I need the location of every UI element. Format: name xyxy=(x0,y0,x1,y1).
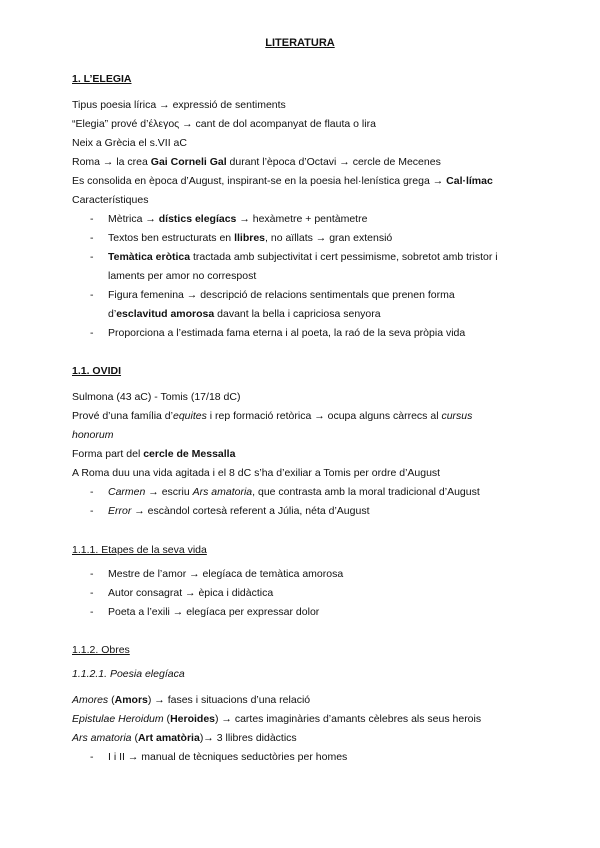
subsection-heading-obres: 1.1.2. Obres xyxy=(72,644,130,656)
bold-term: Heroides xyxy=(170,713,215,725)
list-dash: - xyxy=(90,251,94,263)
text-line-continuation: honorum xyxy=(72,429,114,441)
list-dash: - xyxy=(90,213,94,225)
text-line: Tipus poesia lírica → expressió de sentiments xyxy=(72,99,286,111)
text-run: → escàndol cortesà referent a Júlia, néta d’August xyxy=(131,505,370,517)
italic-term: Error xyxy=(108,505,132,517)
list-item xyxy=(108,250,498,264)
list-item: Mestre de l’amor → elegíaca de temàtica amorosa xyxy=(108,568,344,580)
text-run: ) → fases i situacions d’una relació xyxy=(147,694,311,706)
list-dash: - xyxy=(90,568,94,580)
list-dash: - xyxy=(90,505,94,517)
text-run: ( xyxy=(163,713,171,725)
bold-term: cercle de Messalla xyxy=(143,448,236,460)
text-line xyxy=(72,409,472,423)
italic-term: Carmen xyxy=(108,486,146,498)
list-dash: - xyxy=(90,606,94,618)
bold-term: Art amatòria xyxy=(137,732,200,744)
bold-term: esclavitud amorosa xyxy=(116,308,215,320)
text-run: Textos ben estructurats en xyxy=(108,232,235,244)
text-run: → escriu xyxy=(145,486,193,498)
list-item-continuation: laments per amor no correspost xyxy=(108,270,257,282)
text-run: )→ 3 llibres didàctics xyxy=(199,732,297,744)
list-item: Proporciona a l’estimada fama eterna i al poeta, la raó de la seva pròpia vida xyxy=(108,327,466,339)
text-run: Mètrica → xyxy=(108,213,159,225)
list-dash: - xyxy=(90,587,94,599)
list-item: Poeta a l’exili → elegíaca per expressar dolor xyxy=(108,606,320,618)
list-item-continuation xyxy=(108,307,381,321)
text-run: Prové d’una família d’ xyxy=(72,410,173,422)
list-dash: - xyxy=(90,327,94,339)
text-run: Roma → la crea xyxy=(72,156,151,168)
text-run: ( xyxy=(131,732,138,744)
bold-term: llibres xyxy=(234,232,266,244)
subsubsection-heading: 1.1.2.1. Poesia elegíaca xyxy=(72,668,185,680)
text-line xyxy=(72,712,481,726)
italic-term: Ars amatoria xyxy=(192,486,253,498)
text-run: ) → cartes imaginàries d’amants cèlebres als seus herois xyxy=(215,713,482,725)
list-item: I i II → manual de tècniques seductòries per homes xyxy=(108,751,348,763)
text-run: , no aïllats → gran extensió xyxy=(265,232,393,244)
list-item: Figura femenina → descripció de relacions sentimentals que prenen forma xyxy=(108,289,455,301)
subsection-heading-etapes: 1.1.1. Etapes de la seva vida xyxy=(72,544,207,556)
bold-term: Cal·límac xyxy=(446,175,493,187)
page-title: LITERATURA xyxy=(265,37,335,49)
text-run: ( xyxy=(108,694,115,706)
text-run: davant la bella i capriciosa senyora xyxy=(214,308,381,320)
text-run: Es consolida en època d’August, inspirant-se en la poesia hel·lenística grega → xyxy=(72,175,447,187)
text-line: Sulmona (43 aC) - Tomis (17/18 dC) xyxy=(72,391,241,403)
italic-term: cursus xyxy=(441,410,473,422)
list-dash: - xyxy=(90,751,94,763)
section-heading-ovidi: 1.1. OVIDI xyxy=(72,365,122,377)
text-line: Neix a Grècia el s.VII aC xyxy=(72,137,187,149)
list-dash: - xyxy=(90,232,94,244)
italic-term: equites xyxy=(172,410,207,422)
list-item xyxy=(108,485,480,499)
text-line xyxy=(72,155,441,169)
text-run: tractada amb subjectivitat i cert pessimisme, sobretot amb tristor i xyxy=(190,251,498,263)
bold-term: Temàtica eròtica xyxy=(108,251,191,263)
list-item xyxy=(108,231,392,245)
text-line xyxy=(72,731,297,745)
text-line xyxy=(72,693,310,707)
list-dash: - xyxy=(90,486,94,498)
list-dash: - xyxy=(90,289,94,301)
bold-term: Amors xyxy=(114,694,148,706)
text-run: durant l’època d’Octavi → cercle de Mecenes xyxy=(226,156,441,168)
italic-term: Ars amatoria xyxy=(72,732,132,744)
bold-term: dístics elegíacs xyxy=(158,213,237,225)
bold-term: Gai Corneli Gal xyxy=(150,156,227,168)
text-run: → hexàmetre + pentàmetre xyxy=(236,213,368,225)
section-heading-elegia: 1. L’ELEGIA xyxy=(72,73,132,85)
italic-term: Amores xyxy=(72,694,109,706)
list-item xyxy=(108,504,369,518)
text-line xyxy=(72,174,493,188)
list-item xyxy=(108,212,367,226)
text-line: “Elegia” prové d’έλεγος → cant de dol acompanyat de flauta o lira xyxy=(72,118,376,130)
italic-term: Epistulae Heroidum xyxy=(72,713,164,725)
text-run: i rep formació retòrica → ocupa alguns càrrecs al xyxy=(206,410,442,422)
text-line: A Roma duu una vida agitada i el 8 dC s’ha d’exiliar a Tomis per ordre d’August xyxy=(72,467,441,479)
text-line xyxy=(72,447,235,461)
text-run: d’ xyxy=(108,308,117,320)
list-item: Autor consagrat → èpica i didàctica xyxy=(108,587,274,599)
text-run: , que contrasta amb la moral tradicional d’August xyxy=(252,486,480,498)
text-line: Característiques xyxy=(72,194,149,206)
text-run: Forma part del xyxy=(72,448,144,460)
